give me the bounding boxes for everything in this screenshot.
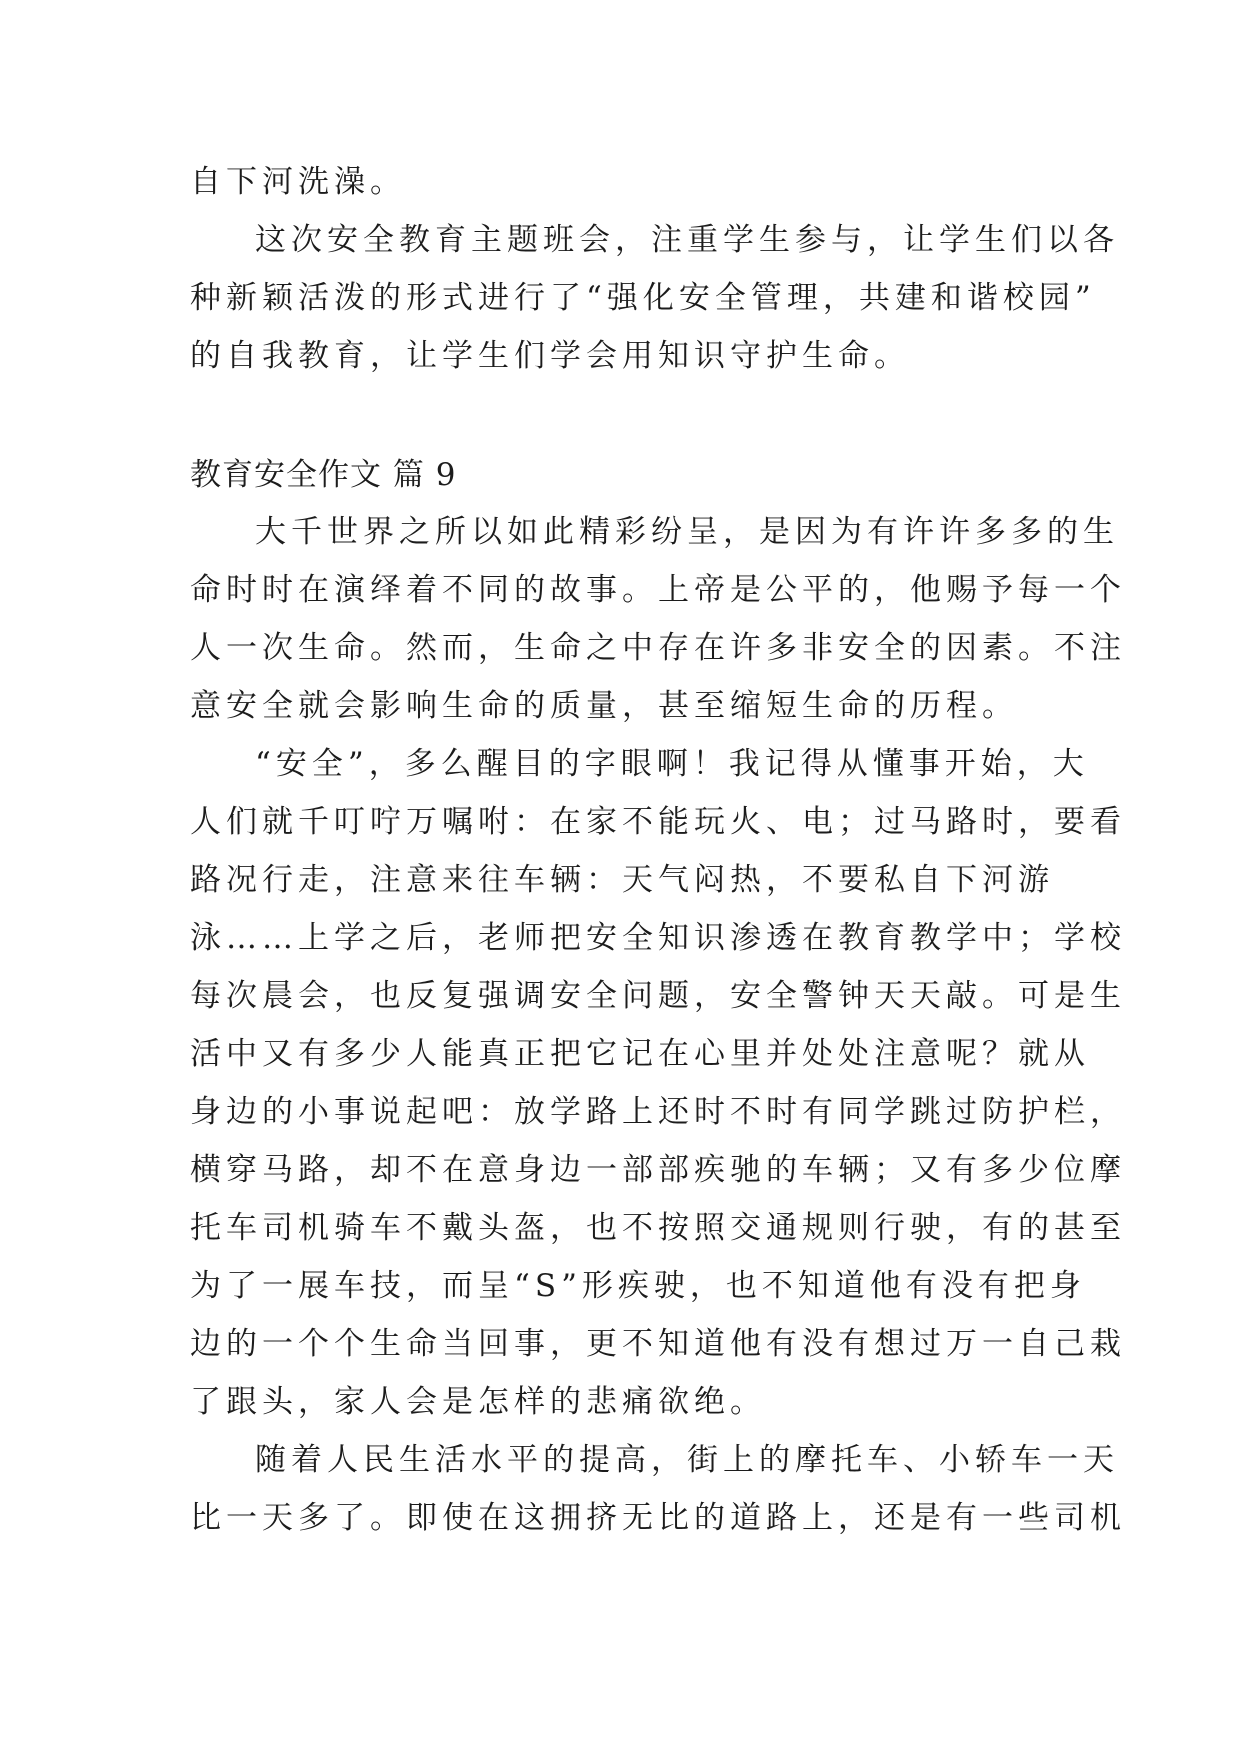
text-line: 每次晨会，也反复强调安全问题，安全警钟天天敲。可是生 xyxy=(190,978,1126,1014)
text-line: 横穿马路，却不在意身边一部部疾驰的车辆；又有多少位摩 xyxy=(190,1152,1126,1188)
text-line: 了跟头，家人会是怎样的悲痛欲绝。 xyxy=(190,1384,766,1420)
text-line: 托车司机骑车不戴头盔，也不按照交通规则行驶，有的甚至 xyxy=(190,1210,1126,1246)
text-line: 人们就千叮咛万嘱咐：在家不能玩火、电；过马路时，要看 xyxy=(190,804,1126,840)
text-line: 边的一个个生命当回事，更不知道他有没有想过万一自己栽 xyxy=(190,1326,1126,1362)
text-line: 人一次生命。然而，生命之中存在许多非安全的因素。不注 xyxy=(190,630,1126,666)
text-line: 命时时在演绎着不同的故事。上帝是公平的，他赐予每一个 xyxy=(190,572,1126,608)
text-line: 自下河洗澡。 xyxy=(190,164,406,200)
text-line: 这次安全教育主题班会，注重学生参与，让学生们以各 xyxy=(255,222,1119,258)
text-line: 活中又有多少人能真正把它记在心里并处处注意呢？就从 xyxy=(190,1036,1090,1072)
section-heading: 教育安全作文 篇 9 xyxy=(190,457,457,493)
text-line: 比一天多了。即使在这拥挤无比的道路上，还是有一些司机 xyxy=(190,1500,1126,1536)
text-line: 意安全就会影响生命的质量，甚至缩短生命的历程。 xyxy=(190,688,1018,724)
text-line: 随着人民生活水平的提高，街上的摩托车、小轿车一天 xyxy=(255,1442,1119,1478)
text-line: 泳……上学之后，老师把安全知识渗透在教育教学中；学校 xyxy=(190,920,1126,956)
text-line: 路况行走，注意来往车辆：天气闷热，不要私自下河游 xyxy=(190,862,1054,898)
text-line: 大千世界之所以如此精彩纷呈，是因为有许许多多的生 xyxy=(255,514,1119,550)
text-line: “安全”，多么醒目的字眼啊！我记得从懂事开始，大 xyxy=(255,746,1089,782)
text-line: 为了一展车技，而呈“S”形疾驶，也不知道他有没有把身 xyxy=(190,1268,1086,1304)
text-line: 种新颖活泼的形式进行了“强化安全管理，共建和谐校园” xyxy=(190,280,1096,316)
text-line: 身边的小事说起吧：放学路上还时不时有同学跳过防护栏， xyxy=(190,1094,1126,1130)
text-line: 的自我教育，让学生们学会用知识守护生命。 xyxy=(190,338,910,374)
